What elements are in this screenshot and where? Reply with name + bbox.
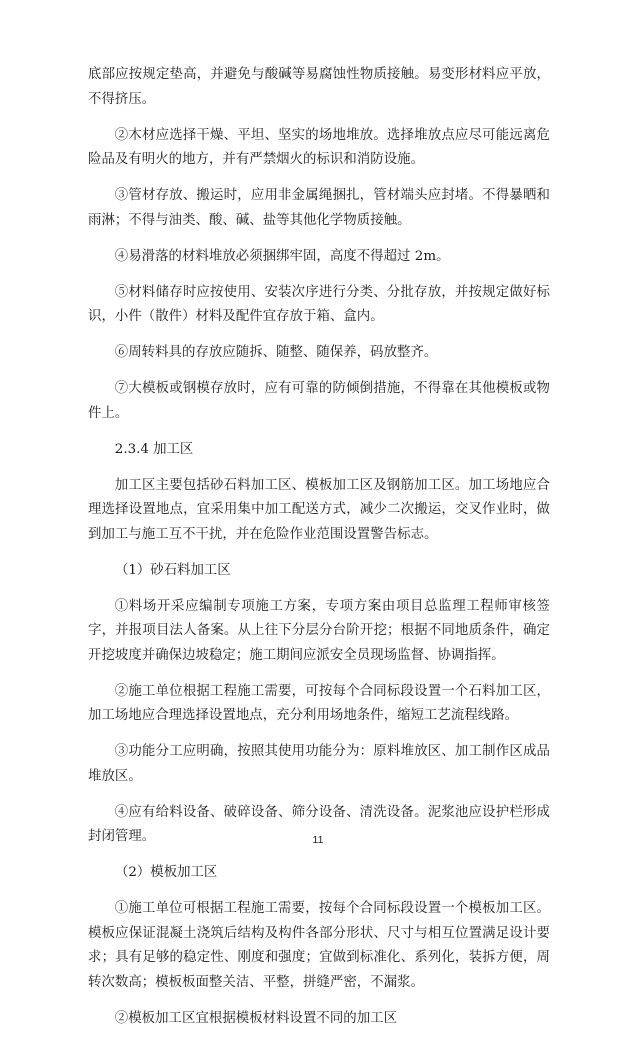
aggregate-item-4: ④应有给料设备、破碎设备、筛分设备、清洗设备。泥浆池应设护栏形成封闭管理。 (88, 804, 550, 844)
formwork-item-1: ①施工单位可根据工程施工需要，按每个合同标段设置一个模板加工区。模板应保证混凝土浇筑后结构及构件各部分形状、尺寸与相互位置满足设计要求；具有足够的稳定性、刚度和强度；宜做到标准化、系列化，装拆方便，周转次数高；模板板面整关洁、平整，拼缝严密，不漏浆。 (88, 901, 550, 990)
aggregate-item-1: ①料场开采应编制专项施工方案，专项方案由项目总监理工程师审核签字，并报项目法人备案。从上往下分层分台阶开挖；根据不同地质条件，确定开挖坡度并确保边坡稳定；施工期间应派安全员现场监督、协调指挥。 (88, 598, 550, 663)
aggregate-item-3: ③功能分工应明确，按照其使用功能分为：原料堆放区、加工制作区成品堆放区。 (88, 744, 550, 784)
paragraph-timber: ②木材应选择干燥、平坦、坚实的场地堆放。选择堆放点应尽可能远离危险品及有明火的地方，并有严禁烟火的标识和消防设施。 (88, 127, 550, 167)
section-heading: 2.3.4 加工区 (114, 441, 194, 457)
paragraph-pipes: ③管材存放、搬运时，应用非金属绳捆扎，管材端头应封堵。不得暴晒和雨淋；不得与油类、酸、碱、盐等其他化学物质接触。 (88, 188, 550, 228)
section-intro: 加工区主要包括砂石料加工区、模板加工区及钢筋加工区。加工场地应合理选择设置地点，宜采用集中加工配送方式，减少二次搬运，交叉作业时，做到加工与施工互不干扰，并在危险作业范围设置警告标志。 (88, 477, 550, 542)
paragraph-storage: ⑤材料储存时应按使用、安装次序进行分类、分批存放，并按规定做好标识，小件（散件）材料及配件宜存放于箱、盒内。 (88, 284, 550, 324)
aggregate-item-2: ②施工单位根据工程施工需要，可按每个合同标段设置一个石料加工区，加工场地应合理选择设置地点，充分利用场地条件，缩短工艺流程线路。 (88, 683, 550, 723)
paragraph-continued: 底部应按规定垫高，并避免与酸碱等易腐蚀性物质接触。易变形材料应平放，不得挤压。 (88, 67, 550, 107)
paragraph-turnover: ⑥周转料具的存放应随拆、随整、随保养，码放整齐。 (114, 345, 438, 360)
page-number: 11 (312, 834, 324, 846)
paragraph-slippery: ④易滑落的材料堆放必须捆绑牢固，高度不得超过 2m。 (114, 248, 450, 264)
paragraph-formwork-storage: ⑦大模板或钢模存放时，应有可靠的防倾倒措施，不得靠在其他模板或物件上。 (88, 381, 550, 421)
subsection-heading-formwork: （2）模板加工区 (115, 865, 218, 880)
subsection-heading-aggregate: （1）砂石料加工区 (115, 562, 231, 578)
formwork-item-2: ②模板加工区宜根据模板材料设置不同的加工区 (114, 1010, 398, 1026)
document-body (88, 63, 550, 1043)
